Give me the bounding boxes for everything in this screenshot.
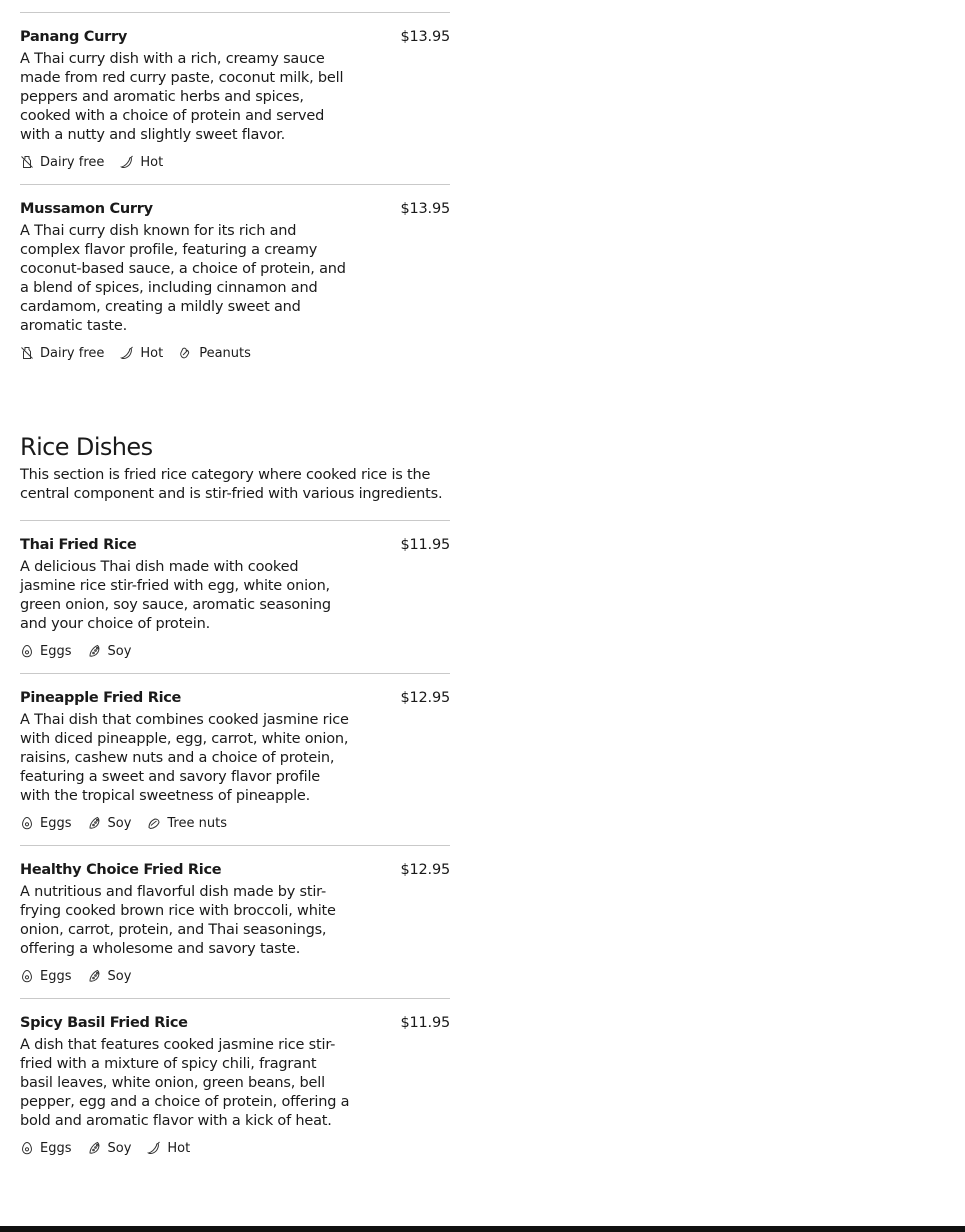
tree-nut-icon [147, 816, 161, 830]
item-description: A dish that features cooked jasmine rice stir-fried with a mixture of spicy chili, fragrant basil leaves, white onion, green beans, bell pepper, egg and a choice of protein, offering a bold and aromatic flavor with a kick of heat. [20, 1037, 350, 1129]
item-name: Healthy Choice Fried Rice [20, 862, 222, 878]
tag-dairy-free: Dairy free [20, 155, 104, 170]
dietary-tags [20, 967, 450, 985]
dairy-free-icon [20, 346, 34, 360]
tag-dairy-free: Dairy free [20, 346, 104, 361]
item-name: Mussamon Curry [20, 201, 153, 217]
egg-icon [20, 644, 34, 658]
item-name: Panang Curry [20, 29, 127, 45]
egg-icon [20, 969, 34, 983]
dietary-tags [20, 153, 450, 171]
menu-column [20, 0, 450, 1157]
item-name: Pineapple Fried Rice [20, 690, 182, 706]
tag-soy: Soy [88, 644, 132, 659]
menu-item-spicy-basil-fried-rice[interactable] [20, 999, 450, 1157]
item-price: $12.95 [400, 690, 450, 706]
item-price: $13.95 [400, 29, 450, 45]
tag-tree-nuts: Tree nuts [147, 816, 227, 831]
tag-eggs: Eggs [20, 969, 72, 984]
dietary-tags [20, 1139, 450, 1157]
menu-item-pineapple-fried-rice[interactable] [20, 674, 450, 832]
section-title: Rice Dishes [20, 433, 153, 461]
item-price: $11.95 [400, 1015, 450, 1031]
tag-hot: Hot [120, 346, 163, 361]
dietary-tags [20, 344, 450, 362]
item-description: A Thai curry dish known for its rich and complex flavor profile, featuring a creamy coconut-based sauce, a choice of protein, and a blend of spices, including cinnamon and cardamom, creating a mildly sweet and aromatic taste. [20, 223, 346, 334]
tag-soy: Soy [88, 816, 132, 831]
tag-soy: Soy [88, 1141, 132, 1156]
dietary-tags [20, 814, 450, 832]
menu-item-healthy-choice-fried-rice[interactable] [20, 846, 450, 985]
peanut-icon [179, 346, 193, 360]
dairy-free-icon [20, 155, 34, 169]
tag-hot: Hot [147, 1141, 190, 1156]
soy-icon [88, 969, 102, 983]
item-description: A delicious Thai dish made with cooked jasmine rice stir-fried with egg, white onion, green onion, soy sauce, aromatic seasoning and your choice of protein. [20, 559, 331, 632]
tag-eggs: Eggs [20, 644, 72, 659]
footer-bar [0, 1226, 965, 1232]
item-description: A Thai curry dish with a rich, creamy sauce made from red curry paste, coconut milk, bell peppers and aromatic herbs and spices, cooked with a choice of protein and served with a nutty and slightly sweet flavor. [20, 51, 344, 143]
dietary-tags [20, 642, 450, 660]
chili-icon [120, 346, 134, 360]
menu-item-thai-fried-rice[interactable] [20, 521, 450, 660]
chili-icon [120, 155, 134, 169]
soy-icon [88, 644, 102, 658]
tag-soy: Soy [88, 969, 132, 984]
menu-item-mussamon-curry[interactable] [20, 185, 450, 362]
tag-eggs: Eggs [20, 816, 72, 831]
chili-icon [147, 1141, 161, 1155]
tag-eggs: Eggs [20, 1141, 72, 1156]
item-name: Thai Fried Rice [20, 537, 137, 553]
item-description: A nutritious and flavorful dish made by stir-frying cooked brown rice with broccoli, white onion, carrot, protein, and Thai seasonings, offering a wholesome and savory taste. [20, 884, 336, 957]
menu-item-panang-curry[interactable] [20, 13, 450, 171]
item-price: $12.95 [400, 862, 450, 878]
item-price: $11.95 [400, 537, 450, 553]
item-description: A Thai dish that combines cooked jasmine rice with diced pineapple, egg, carrot, white onion, raisins, cashew nuts and a choice of protein, featuring a sweet and savory flavor profile with the tropical sweetness of pineapple. [20, 712, 349, 804]
tag-hot: Hot [120, 155, 163, 170]
egg-icon [20, 1141, 34, 1155]
soy-icon [88, 1141, 102, 1155]
item-name: Spicy Basil Fried Rice [20, 1015, 188, 1031]
section-description: This section is fried rice category where cooked rice is the central component and is stir-fried with various ingredients. [20, 467, 443, 502]
soy-icon [88, 816, 102, 830]
egg-icon [20, 816, 34, 830]
item-price: $13.95 [400, 201, 450, 217]
tag-peanuts: Peanuts [179, 346, 251, 361]
